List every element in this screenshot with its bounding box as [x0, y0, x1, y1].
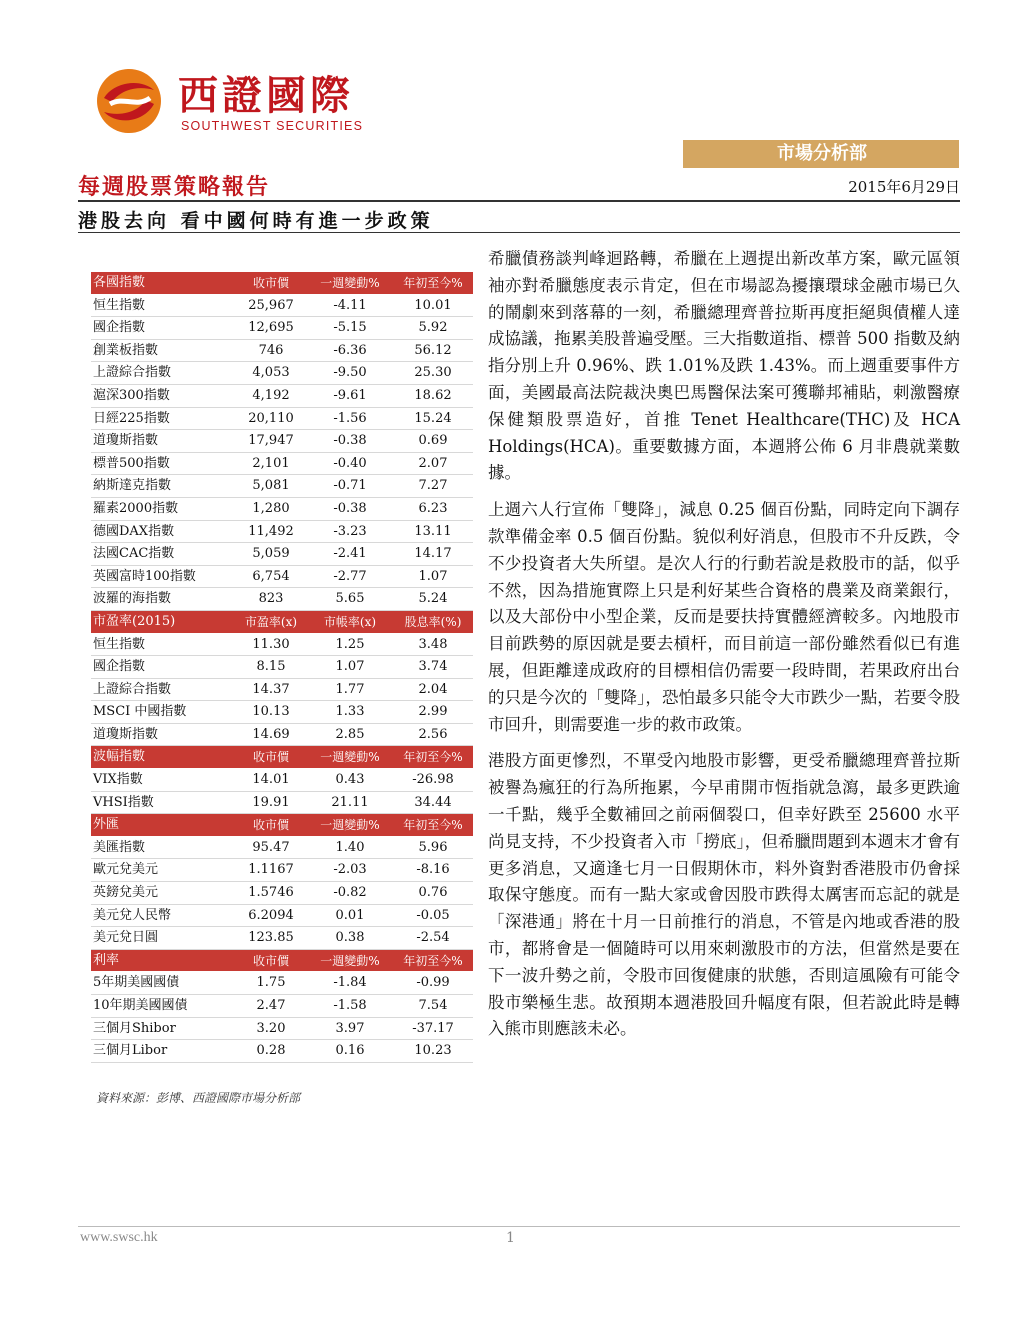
table-cell: -37.17 — [412, 1020, 454, 1036]
table-cell: 4,053 — [252, 365, 290, 381]
table-cell: 0.01 — [335, 907, 365, 923]
table-cell: -9.50 — [333, 365, 367, 381]
table-cell: 2,101 — [252, 455, 290, 471]
table-cell: 2.85 — [335, 726, 365, 742]
table-cell: 34.44 — [414, 794, 452, 810]
table-header-cell: 收市價 — [252, 750, 289, 765]
table-cell: 1.77 — [335, 681, 365, 697]
website-link[interactable]: www.swsc.hk — [80, 1230, 158, 1245]
table-cell: 波羅的海指數 — [93, 591, 172, 607]
table-cell: 6.2094 — [248, 907, 294, 923]
table-cell: 13.11 — [414, 523, 452, 539]
divider — [78, 200, 960, 202]
report-subtitle: 港股去向 看中國何時有進一步政策 — [78, 210, 434, 232]
company-logo-icon — [96, 68, 162, 134]
table-cell: 納斯達克指數 — [93, 478, 172, 494]
table-header-row — [91, 272, 473, 295]
table-cell: 德國DAX指數 — [93, 523, 175, 539]
table-row — [91, 430, 473, 453]
table-cell: 恒生指數 — [93, 636, 146, 652]
table-cell: -1.84 — [333, 975, 367, 991]
table-cell: 5,081 — [252, 478, 290, 494]
table-row — [91, 1040, 473, 1063]
table-row — [91, 724, 473, 747]
table-row — [91, 543, 473, 566]
table-row — [91, 634, 473, 657]
table-row — [91, 498, 473, 521]
table-header-cell: 波幅指數 — [93, 749, 146, 765]
table-cell: 1.40 — [335, 839, 365, 855]
table-header-cell: 利率 — [93, 952, 120, 968]
table-cell: 6,754 — [252, 568, 290, 584]
table-header-cell: 收市價 — [252, 953, 289, 968]
table-cell: 14.17 — [414, 546, 452, 562]
table-cell: 10.13 — [252, 704, 290, 720]
table-cell: 823 — [258, 591, 284, 607]
department-label: 市場分析部 — [777, 143, 867, 164]
table-header-cell: 收市價 — [252, 818, 289, 833]
table-cell: 56.12 — [414, 342, 452, 358]
table-cell: 美元兌人民幣 — [93, 907, 172, 923]
commentary-column — [488, 246, 960, 1053]
table-row — [91, 453, 473, 476]
table-cell: -26.98 — [412, 772, 454, 788]
brand-name-en: SOUTHWEST SECURITIES — [181, 119, 364, 133]
table-cell: 3.74 — [418, 659, 448, 675]
table-cell: -2.77 — [333, 568, 367, 584]
table-header-cell: 各國指數 — [93, 275, 146, 290]
table-header-row — [91, 611, 473, 634]
table-header-row — [91, 950, 473, 973]
table-cell: 1.75 — [256, 975, 286, 991]
table-cell: 三個月Shibor — [93, 1020, 176, 1036]
table-header-cell: 一週變動% — [320, 750, 380, 765]
table-cell: 1.07 — [418, 568, 448, 584]
table-header-cell: 市盈率(x) — [244, 614, 298, 629]
table-cell: 5.65 — [335, 591, 365, 607]
table-header-cell: 外匯 — [93, 817, 120, 833]
table-cell: -0.40 — [333, 455, 367, 471]
table-row — [91, 566, 473, 589]
table-cell: 2.47 — [256, 998, 286, 1013]
table-row — [91, 837, 473, 860]
table-header-row — [91, 814, 473, 837]
table-cell: 1.25 — [335, 636, 365, 652]
table-cell: 5.96 — [418, 839, 448, 855]
table-cell: -2.54 — [416, 930, 450, 946]
table-row — [91, 859, 473, 882]
table-cell: 123.85 — [248, 930, 294, 946]
table-cell: 0.69 — [418, 433, 448, 449]
table-cell: 上證綜合指數 — [93, 365, 172, 381]
table-cell: -0.71 — [333, 478, 367, 494]
table-cell: -9.61 — [333, 387, 367, 403]
table-header-cell: 一週變動% — [320, 953, 380, 968]
table-cell: 10年期美國國債 — [93, 998, 188, 1013]
table-cell: -2.41 — [333, 546, 367, 562]
table-header-cell: 一週變動% — [320, 818, 380, 833]
table-cell: 19.91 — [252, 794, 290, 810]
brand-name-cn: 西證國際 — [178, 73, 354, 119]
market-data-table — [91, 272, 473, 1063]
table-cell: 2.99 — [418, 704, 448, 720]
table-cell: -0.38 — [333, 433, 367, 449]
table-cell: 0.38 — [335, 930, 365, 946]
table-cell: 2.56 — [418, 726, 448, 742]
table-cell: -1.58 — [333, 998, 367, 1013]
table-cell: -4.11 — [333, 297, 367, 313]
table-cell: -5.15 — [333, 320, 367, 336]
divider — [78, 232, 960, 233]
report-title: 每週股票策略報告 — [78, 174, 271, 200]
paragraph: 港股方面更慘烈，不單受內地股市影響，更受希臘總理齊普拉斯被譽為瘋狂的行為所拖累，今早甫開市恆指就急瀉，最多更跌逾一千點，幾乎全數補回之前兩個裂口，但幸好跌至 25600 水平尚見支持，不少投資者入市「撈底」，但希臘問題到本週末才會有更多消息，又適逢七月一日假期休市，料外資對香港股市仍會採取保守態度。而有一點大家或會因股市跌得太厲害而忘記的就是「深港通」將在十月一日前推行的消息，不管是內地或香港的股市，都將會是一個隨時可以用來刺激股市的方法，但當然是要在下一波升勢之前，令股市回復健康的狀態，否則這風險有可能令股市樂極生悲。故預期本週港股回升幅度有限，但若說此時是轉入熊市則應該未必。 — [488, 751, 960, 1039]
table-cell: 1.33 — [335, 704, 365, 720]
table-row — [91, 475, 473, 498]
table-cell: 3.97 — [335, 1020, 365, 1036]
table-header-cell: 收市價 — [252, 276, 289, 290]
table-cell: -0.38 — [333, 500, 367, 516]
table-cell: 6.23 — [418, 500, 448, 516]
table-cell: -3.23 — [333, 523, 367, 539]
table-cell: -2.03 — [333, 862, 367, 878]
table-cell: 創業板指數 — [93, 342, 159, 358]
table-row — [91, 295, 473, 318]
table-cell: -0.05 — [416, 907, 450, 923]
table-row — [91, 656, 473, 679]
table-header-cell: 年初至今% — [403, 750, 463, 765]
table-cell: 7.54 — [418, 998, 448, 1013]
table-cell: 3.20 — [256, 1020, 286, 1036]
table-row — [91, 588, 473, 611]
table-header-cell: 市盈率(2015) — [93, 613, 176, 629]
table-cell: 三個月Libor — [93, 1043, 168, 1059]
table-cell: 2.07 — [418, 455, 448, 471]
table-header-cell: 年初至今% — [403, 953, 463, 968]
table-cell: 11,492 — [248, 523, 294, 539]
table-cell: 歐元兌美元 — [93, 862, 159, 878]
table-cell: 0.43 — [335, 772, 365, 788]
table-row — [91, 769, 473, 792]
table-row — [91, 701, 473, 724]
table-header-cell: 年初至今% — [403, 818, 463, 833]
table-row — [91, 340, 473, 363]
table-cell: 20,110 — [248, 410, 294, 426]
table-cell: 25.30 — [414, 365, 452, 381]
table-cell: 國企指數 — [93, 320, 146, 336]
table-cell: 14.37 — [252, 681, 290, 697]
footer-divider — [78, 1226, 960, 1227]
table-cell: 5.92 — [418, 320, 448, 336]
table-cell: 11.30 — [252, 636, 290, 652]
table-row — [91, 317, 473, 340]
table-cell: 10.23 — [414, 1043, 452, 1059]
table-cell: 0.16 — [335, 1043, 365, 1059]
table-cell: 標普500指數 — [93, 455, 170, 471]
table-cell: 羅素2000指數 — [93, 500, 179, 516]
table-cell: 0.28 — [256, 1043, 286, 1059]
page-number: 1 — [506, 1230, 515, 1246]
table-cell: 12,695 — [248, 320, 294, 336]
table-cell: 7.27 — [418, 478, 448, 494]
table-cell: 國企指數 — [93, 659, 146, 675]
table-cell: 14.01 — [252, 772, 290, 788]
table-row — [91, 385, 473, 408]
table-header-cell: 一週變動% — [320, 276, 380, 290]
table-cell: 17,947 — [248, 433, 294, 449]
table-cell: VIX指數 — [93, 772, 143, 788]
table-cell: 英鎊兌美元 — [93, 885, 159, 901]
table-row — [91, 521, 473, 544]
table-cell: 5,059 — [252, 546, 290, 562]
paragraph: 希臘債務談判峰迴路轉，希臘在上週提出新改革方案，歐元區領袖亦對希臘態度表示肯定，但在市場認為擾攘環球金融市場已久的鬧劇來到落幕的一刻，希臘總理齊普拉斯再度拒絕與債權人達成協議，拖累美股普遍受壓。三大指數道指、標普 500 指數及納指分別上升 0.96%、跌 1.01%及跌 1.43%。而上週重要事件方面，美國最高法院裁決奧巴馬醫保法案可獲聯邦補貼，刺激醫療保健類股票造好，首推 Tenet Healthcare(THC)及 HCA Holdings(HCA)。重要數據方面，本週將公佈 6 月非農就業數據。 — [488, 249, 960, 483]
table-row — [91, 362, 473, 385]
table-row — [91, 408, 473, 431]
table-row — [91, 882, 473, 905]
source-note: 資料來源：彭博、西證國際市場分析部 — [96, 1091, 301, 1105]
table-cell: 美元兌日圓 — [93, 930, 159, 946]
table-cell: MSCI 中國指數 — [93, 704, 187, 720]
table-cell: 15.24 — [414, 410, 452, 426]
table-header-cell: 年初至今% — [403, 276, 463, 290]
table-cell: 道瓊斯指數 — [93, 433, 159, 449]
table-cell: 5.24 — [418, 591, 448, 607]
table-cell: 英國富時100指數 — [93, 568, 196, 584]
table-cell: VHSI指數 — [93, 794, 154, 810]
table-row — [91, 679, 473, 702]
table-cell: 2.04 — [418, 681, 448, 697]
department-banner — [683, 140, 959, 168]
table-cell: 25,967 — [248, 297, 294, 313]
table-cell: -0.82 — [333, 885, 367, 901]
table-header-cell: 市帳率(x) — [323, 614, 377, 629]
table-cell: 道瓊斯指數 — [93, 726, 159, 742]
table-cell: 0.76 — [418, 885, 448, 901]
table-cell: 4,192 — [252, 387, 290, 403]
table-cell: 1,280 — [252, 500, 290, 516]
table-row — [91, 792, 473, 815]
table-cell: -6.36 — [333, 342, 367, 358]
table-row — [91, 905, 473, 928]
table-cell: 1.5746 — [248, 885, 294, 901]
table-cell: -1.56 — [333, 410, 367, 426]
table-cell: 滬深300指數 — [93, 387, 170, 403]
table-cell: 14.69 — [252, 726, 290, 742]
table-cell: 1.1167 — [248, 862, 294, 878]
table-cell: 上證綜合指數 — [93, 681, 172, 697]
table-cell: 3.48 — [418, 636, 448, 652]
table-cell: 746 — [258, 342, 284, 358]
table-header-row — [91, 746, 473, 769]
table-cell: -0.99 — [416, 975, 450, 991]
table-cell: 5年期美國國債 — [93, 975, 180, 991]
table-cell: 18.62 — [414, 387, 452, 403]
paragraph: 上週六人行宣佈「雙降」，減息 0.25 個百份點，同時定向下調存款準備金率 0.5 個百份點。貌似利好消息，但股市不升反跌，令不少投資者大失所望。是次人行的行動若說是救股市的話，似乎不然，因為措施實際上只是利好某些合資格的農業及商業銀行，以及大部份中小型企業，反而是要扶持實體經濟較多。內地股市目前跌勢的原因就是要去槓杆，而目前這一部份雖然看似已有進展，但距離達成政府的目標相信仍需要一段時間，若果政府出台的只是今次的「雙降」，恐怕最多只能令大市跌少一點，若要令股市回升，則需要進一步的救市政策。 — [488, 500, 960, 734]
table-row — [91, 927, 473, 950]
table-cell: -8.16 — [416, 862, 450, 878]
table-header-cell: 股息率(%) — [404, 614, 462, 629]
table-cell: 1.07 — [335, 659, 365, 675]
table-row — [91, 972, 473, 995]
table-cell: 日經225指數 — [93, 410, 170, 426]
table-cell: 美匯指數 — [93, 839, 146, 855]
table-cell: 法國CAC指數 — [93, 546, 175, 562]
table-cell: 恒生指數 — [93, 297, 146, 313]
report-date: 2015年6月29日 — [848, 178, 960, 196]
table-cell: 8.15 — [256, 659, 286, 675]
table-cell: 95.47 — [252, 839, 290, 855]
table-cell: 21.11 — [331, 794, 369, 810]
table-row — [91, 1018, 473, 1041]
table-row — [91, 995, 473, 1018]
table-cell: 10.01 — [414, 297, 452, 313]
